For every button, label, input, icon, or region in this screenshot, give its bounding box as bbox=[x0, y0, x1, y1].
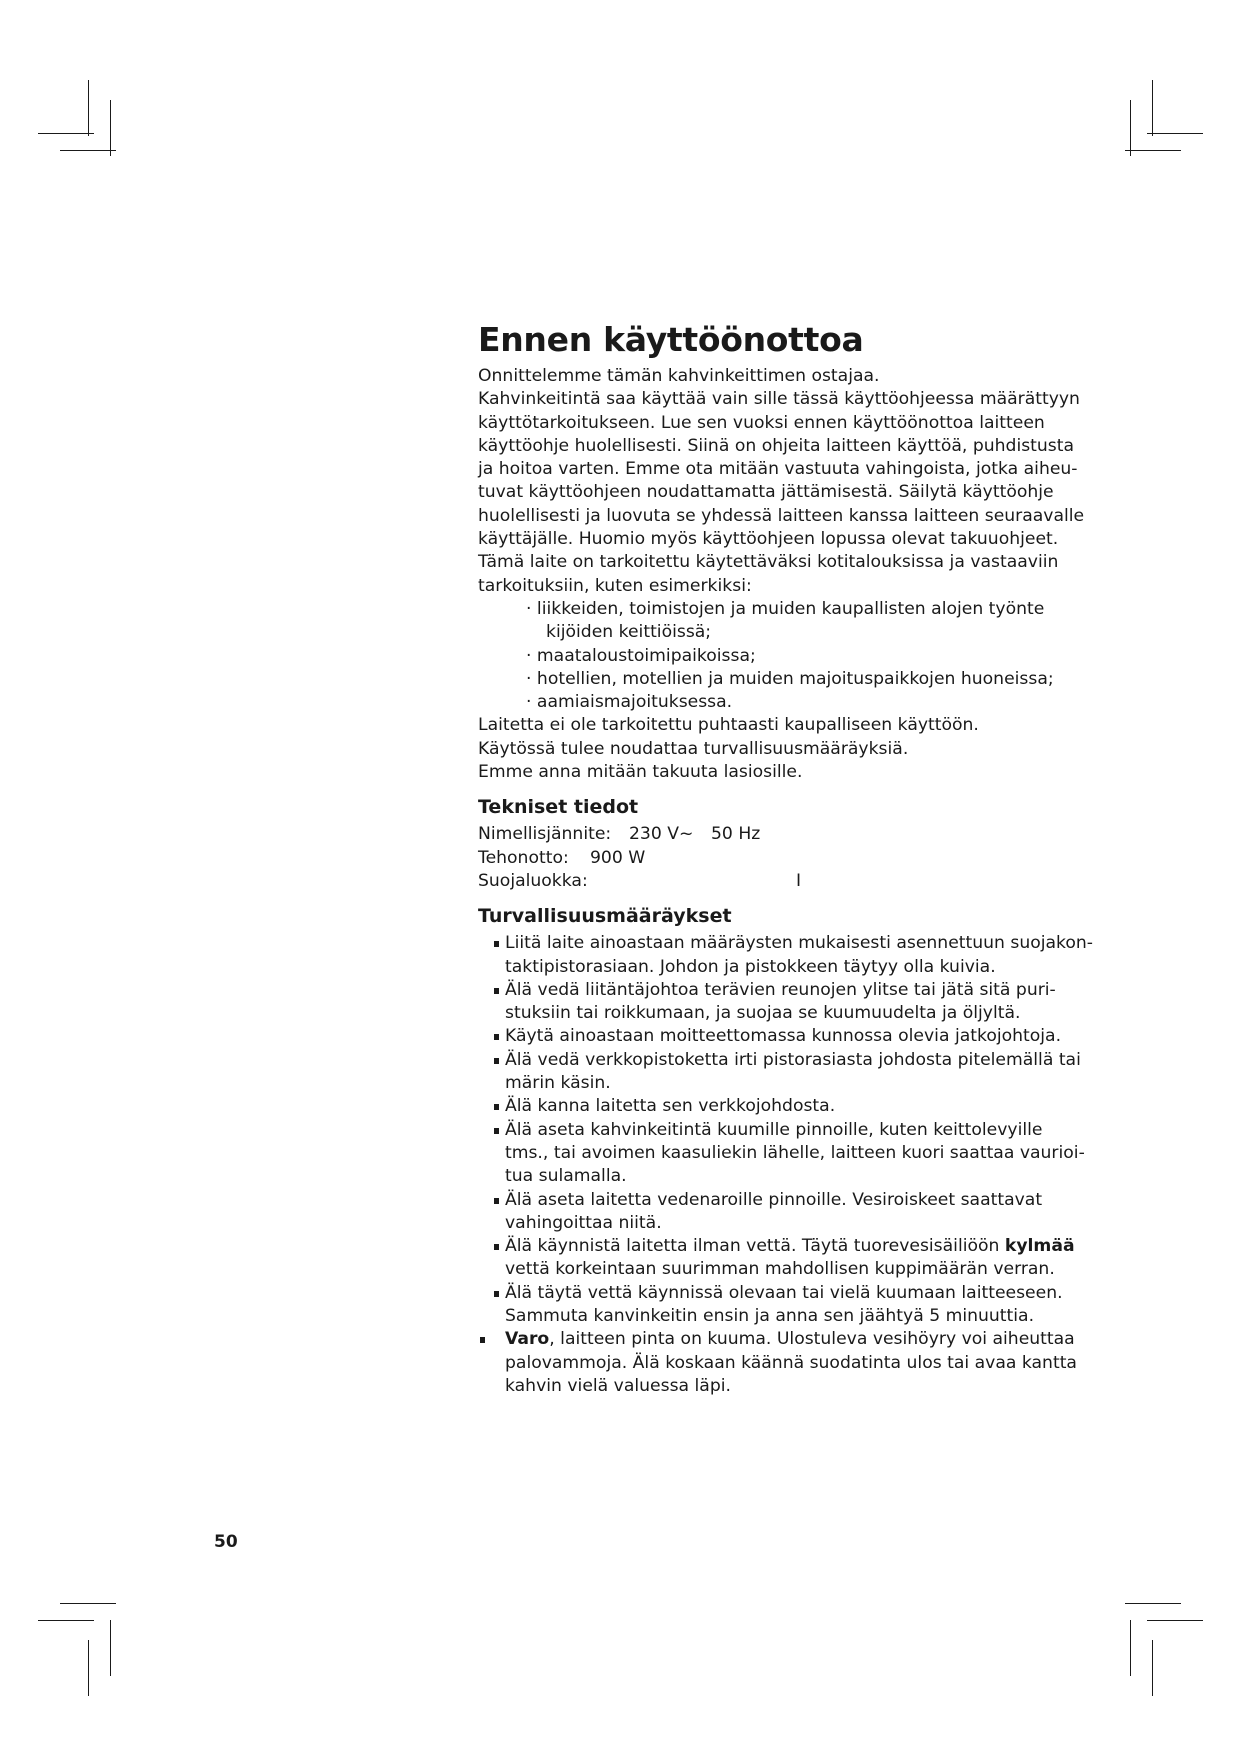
crop-mark bbox=[1152, 80, 1153, 136]
bullet-icon bbox=[480, 1337, 485, 1343]
crop-mark bbox=[1152, 1640, 1153, 1696]
safety-item: Älä vedä liitäntäjohtoa terävien reunojen ylitse tai jätä sitä puri- stuksiin tai roikkumaan, ja suojaa se kuumuudelta ja öljyltä. bbox=[491, 979, 1078, 1026]
usage-list-item: kijöiden keittiöissä; bbox=[546, 622, 712, 643]
crop-mark bbox=[1130, 1620, 1131, 1676]
intro-line: Onnittelemme tämän kahvinkeittimen ostajaa. bbox=[478, 366, 880, 386]
bullet-icon bbox=[494, 941, 499, 947]
tech-heading: Tekniset tiedot bbox=[478, 796, 639, 819]
safety-item: Älä vedä verkkopistoketta irti pistorasiasta johdosta pitelemällä tai märin käsin. bbox=[491, 1049, 1078, 1096]
safety-item: Älä aseta laitetta vedenaroille pinnoille. Vesiroiskeet saattavat vahingoittaa niitä. bbox=[491, 1189, 1078, 1236]
notice-line: Emme anna mitään takuuta lasiosille. bbox=[478, 762, 803, 783]
crop-mark bbox=[1147, 133, 1203, 134]
bullet-icon bbox=[494, 1198, 499, 1204]
bullet-icon bbox=[494, 988, 499, 994]
safety-list bbox=[478, 932, 1094, 1398]
notice-line: Laitetta ei ole tarkoitettu puhtaasti kaupalliseen käyttöön. bbox=[478, 715, 979, 736]
safety-item: Älä käynnistä laitetta ilman vettä. Täytä tuorevesisäiliöön kylmää vettä korkeintaan suurimman mahdollisen kuppimäärän verran. bbox=[491, 1235, 1078, 1282]
bullet-icon bbox=[494, 1244, 499, 1250]
crop-mark bbox=[1130, 100, 1131, 156]
safety-heading: Turvallisuusmääräykset bbox=[478, 905, 732, 928]
crop-mark bbox=[88, 1640, 89, 1696]
intro-line: käyttäjälle. Huomio myös käyttöohjeen lopussa olevat takuuohjeet. bbox=[478, 529, 1059, 550]
voltage-label: Nimellisjännite: bbox=[478, 824, 612, 845]
bullet-icon bbox=[494, 1128, 499, 1134]
crop-mark bbox=[1125, 1603, 1181, 1604]
usage-list-item: · aamiaismajoituksessa. bbox=[526, 692, 733, 713]
usage-list-item: · liikkeiden, toimistojen ja muiden kaupallisten alojen työnte bbox=[526, 598, 1045, 619]
usage-list-item: · maataloustoimipaikoissa; bbox=[526, 645, 756, 666]
intro-line: tarkoituksiin, kuten esimerkiksi: bbox=[478, 575, 752, 596]
safety-item: Älä kanna laitetta sen verkkojohdosta. bbox=[491, 1095, 1078, 1118]
safety-item: Käytä ainoastaan moitteettomassa kunnossa olevia jatkojohtoja. bbox=[491, 1025, 1078, 1048]
page-number: 50 bbox=[214, 1532, 238, 1552]
page-title: Ennen käyttöönottoa bbox=[478, 320, 864, 359]
intro-line: ja hoitoa varten. Emme ota mitään vastuuta vahingoista, jotka aiheu- bbox=[478, 459, 1078, 480]
intro-line: käyttötarkoitukseen. Lue sen vuoksi ennen käyttöönottoa laitteen bbox=[478, 412, 1045, 433]
frequency-value: 50 Hz bbox=[711, 824, 761, 845]
safety-item: Älä täytä vettä käynnissä olevaan tai vielä kuumaan laitteeseen. Sammuta kanvinkeitin ensin ja anna sen jäähtyä 5 minuuttia. bbox=[491, 1282, 1078, 1329]
bullet-icon bbox=[494, 1058, 499, 1064]
intro-line: Kahvinkeitintä saa käyttää vain sille tässä käyttöohjeessa määrättyyn bbox=[478, 389, 1080, 410]
crop-mark bbox=[60, 1603, 116, 1604]
crop-mark bbox=[60, 150, 116, 151]
crop-mark bbox=[110, 1620, 111, 1676]
crop-mark bbox=[1147, 1620, 1203, 1621]
safety-item: Liitä laite ainoastaan määräysten mukaisesti asennettuun suojakon- taktipistorasiaan. Johdon ja pistokkeen täytyy olla kuivia. bbox=[491, 932, 1078, 979]
bullet-icon bbox=[494, 1034, 499, 1040]
safety-item-warning: Varo, laitteen pinta on kuuma. Ulostuleva vesihöyry voi aiheuttaa palovammoja. Älä koskaan käännä suodatinta ulos tai avaa kantta kahvin vielä valuessa läpi. bbox=[478, 1328, 1078, 1398]
spec-power bbox=[478, 847, 1078, 870]
bullet-icon bbox=[494, 1291, 499, 1297]
safety-item: Älä aseta kahvinkeitintä kuumille pinnoille, kuten keittolevyille tms., tai avoimen kaasuliekin lähelle, laitteen kuori saattaa vaurioi- tua sulamalla. bbox=[491, 1119, 1078, 1189]
class-label: Suojaluokka: bbox=[478, 870, 588, 891]
crop-mark bbox=[88, 80, 89, 136]
bullet-icon bbox=[494, 1104, 499, 1110]
voltage-value: 230 V~ bbox=[629, 824, 694, 845]
warning-emphasis: Varo bbox=[505, 1329, 550, 1350]
power-label: Tehonotto: bbox=[478, 847, 569, 868]
intro-line: huolellisesti ja luovuta se yhdessä laitteen kanssa laitteen seuraavalle bbox=[478, 505, 1085, 526]
class-value: I bbox=[796, 870, 802, 891]
document-body bbox=[478, 320, 1094, 1398]
cold-emphasis: kylmää bbox=[1004, 1236, 1075, 1257]
crop-mark bbox=[1125, 150, 1181, 151]
notice-line: Käytössä tulee noudattaa turvallisuusmääräyksiä. bbox=[478, 738, 909, 759]
power-value: 900 W bbox=[590, 847, 646, 868]
intro-line: käyttöohje huolellisesti. Siinä on ohjeita laitteen käyttöä, puhdistusta bbox=[478, 435, 1075, 456]
tech-specs bbox=[478, 823, 1078, 893]
crop-mark bbox=[110, 100, 111, 156]
crop-mark bbox=[38, 133, 94, 134]
crop-mark bbox=[38, 1620, 94, 1621]
usage-list-item: · hotellien, motellien ja muiden majoituspaikkojen huoneissa; bbox=[526, 668, 1054, 689]
intro-line: Tämä laite on tarkoitettu käytettäväksi kotitalouksissa ja vastaaviin bbox=[478, 552, 1059, 573]
spec-class bbox=[478, 870, 1078, 893]
intro-line: tuvat käyttöohjeen noudattamatta jättämisestä. Säilytä käyttöohje bbox=[478, 482, 1054, 503]
spec-voltage bbox=[478, 823, 1078, 846]
